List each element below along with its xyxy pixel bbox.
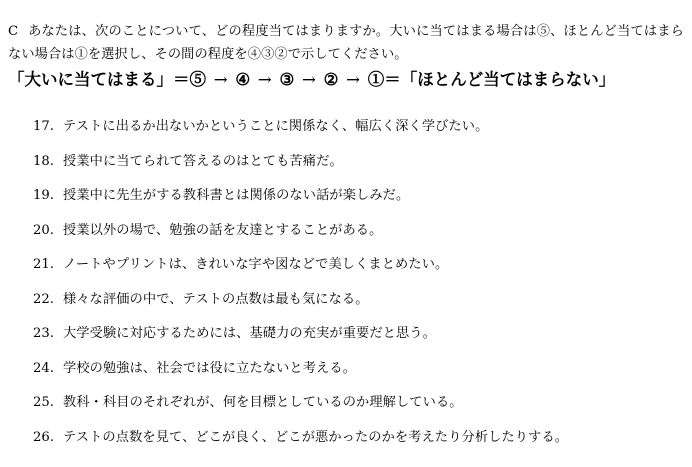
scale-left-label: 「大いに当てはまる」＝⑤ <box>8 70 206 89</box>
item-text: テストに出るか出ないかということに関係なく、幅広く深く学びたい。 <box>63 119 489 134</box>
list-item <box>8 110 684 145</box>
rating-scale-line <box>8 66 684 90</box>
scale-arrow-2: → <box>257 70 272 89</box>
scale-step-2: ② <box>323 70 339 89</box>
item-number: 26. <box>33 429 54 445</box>
item-text: ノートやプリントは、きれいな字や図などで美しくまとめたい。 <box>63 257 449 272</box>
item-text: 大学受験に対応するためには、基礎力の充実が重要だと思う。 <box>63 326 436 341</box>
instruction-paragraph <box>8 21 684 66</box>
item-text: 学校の勉強は、社会では役に立たないと考える。 <box>63 360 357 376</box>
item-number: 23. <box>33 326 54 341</box>
item-number: 21. <box>33 257 54 272</box>
list-item <box>8 214 684 249</box>
list-item <box>8 179 684 214</box>
list-item <box>8 248 684 283</box>
scale-arrow-4: → <box>346 70 360 89</box>
list-item <box>8 283 684 318</box>
list-item <box>8 317 684 352</box>
item-number: 22. <box>33 291 54 307</box>
scale-arrow-3: → <box>302 70 316 89</box>
item-text: 授業以外の場で、勉強の話を友達とすることがある。 <box>63 222 383 238</box>
list-item <box>8 421 684 456</box>
item-number: 17. <box>33 119 54 134</box>
instruction-text: あなたは、次のことについて、どの程度当てはまりますか。大いに当てはまる場合は⑤、ほとんど当てはまらない場合は①を選択し、その間の程度を④③②で示してください。 <box>8 24 684 62</box>
item-text: テストの点数を見て、どこが良く、どこが悪かったのかを考えたり分析したりする。 <box>63 429 569 445</box>
item-number: 24. <box>33 360 54 376</box>
scale-arrow-1: → <box>213 70 228 89</box>
item-text: 授業中に先生がする教科書とは関係のない話が楽しみだ。 <box>63 188 410 203</box>
scale-step-4: ④ <box>235 70 251 89</box>
item-number: 25. <box>33 395 54 410</box>
list-item <box>8 352 684 387</box>
question-list <box>8 110 684 455</box>
item-text: 授業中に当てられて答えるのはとても苦痛だ。 <box>63 153 343 169</box>
list-item <box>8 386 684 421</box>
item-number: 20. <box>33 222 54 238</box>
scale-right-label: ①＝「ほとんど当てはまらない」 <box>367 70 616 89</box>
list-item <box>8 145 684 180</box>
scale-step-3: ③ <box>279 70 295 89</box>
item-number: 19. <box>33 188 54 203</box>
item-text: 様々な評価の中で、テストの点数は最も気になる。 <box>63 291 369 307</box>
item-text: 教科・科目のそれぞれが、何を目標としているのか理解している。 <box>63 395 463 410</box>
section-marker: C <box>8 24 19 40</box>
item-number: 18. <box>33 153 54 169</box>
